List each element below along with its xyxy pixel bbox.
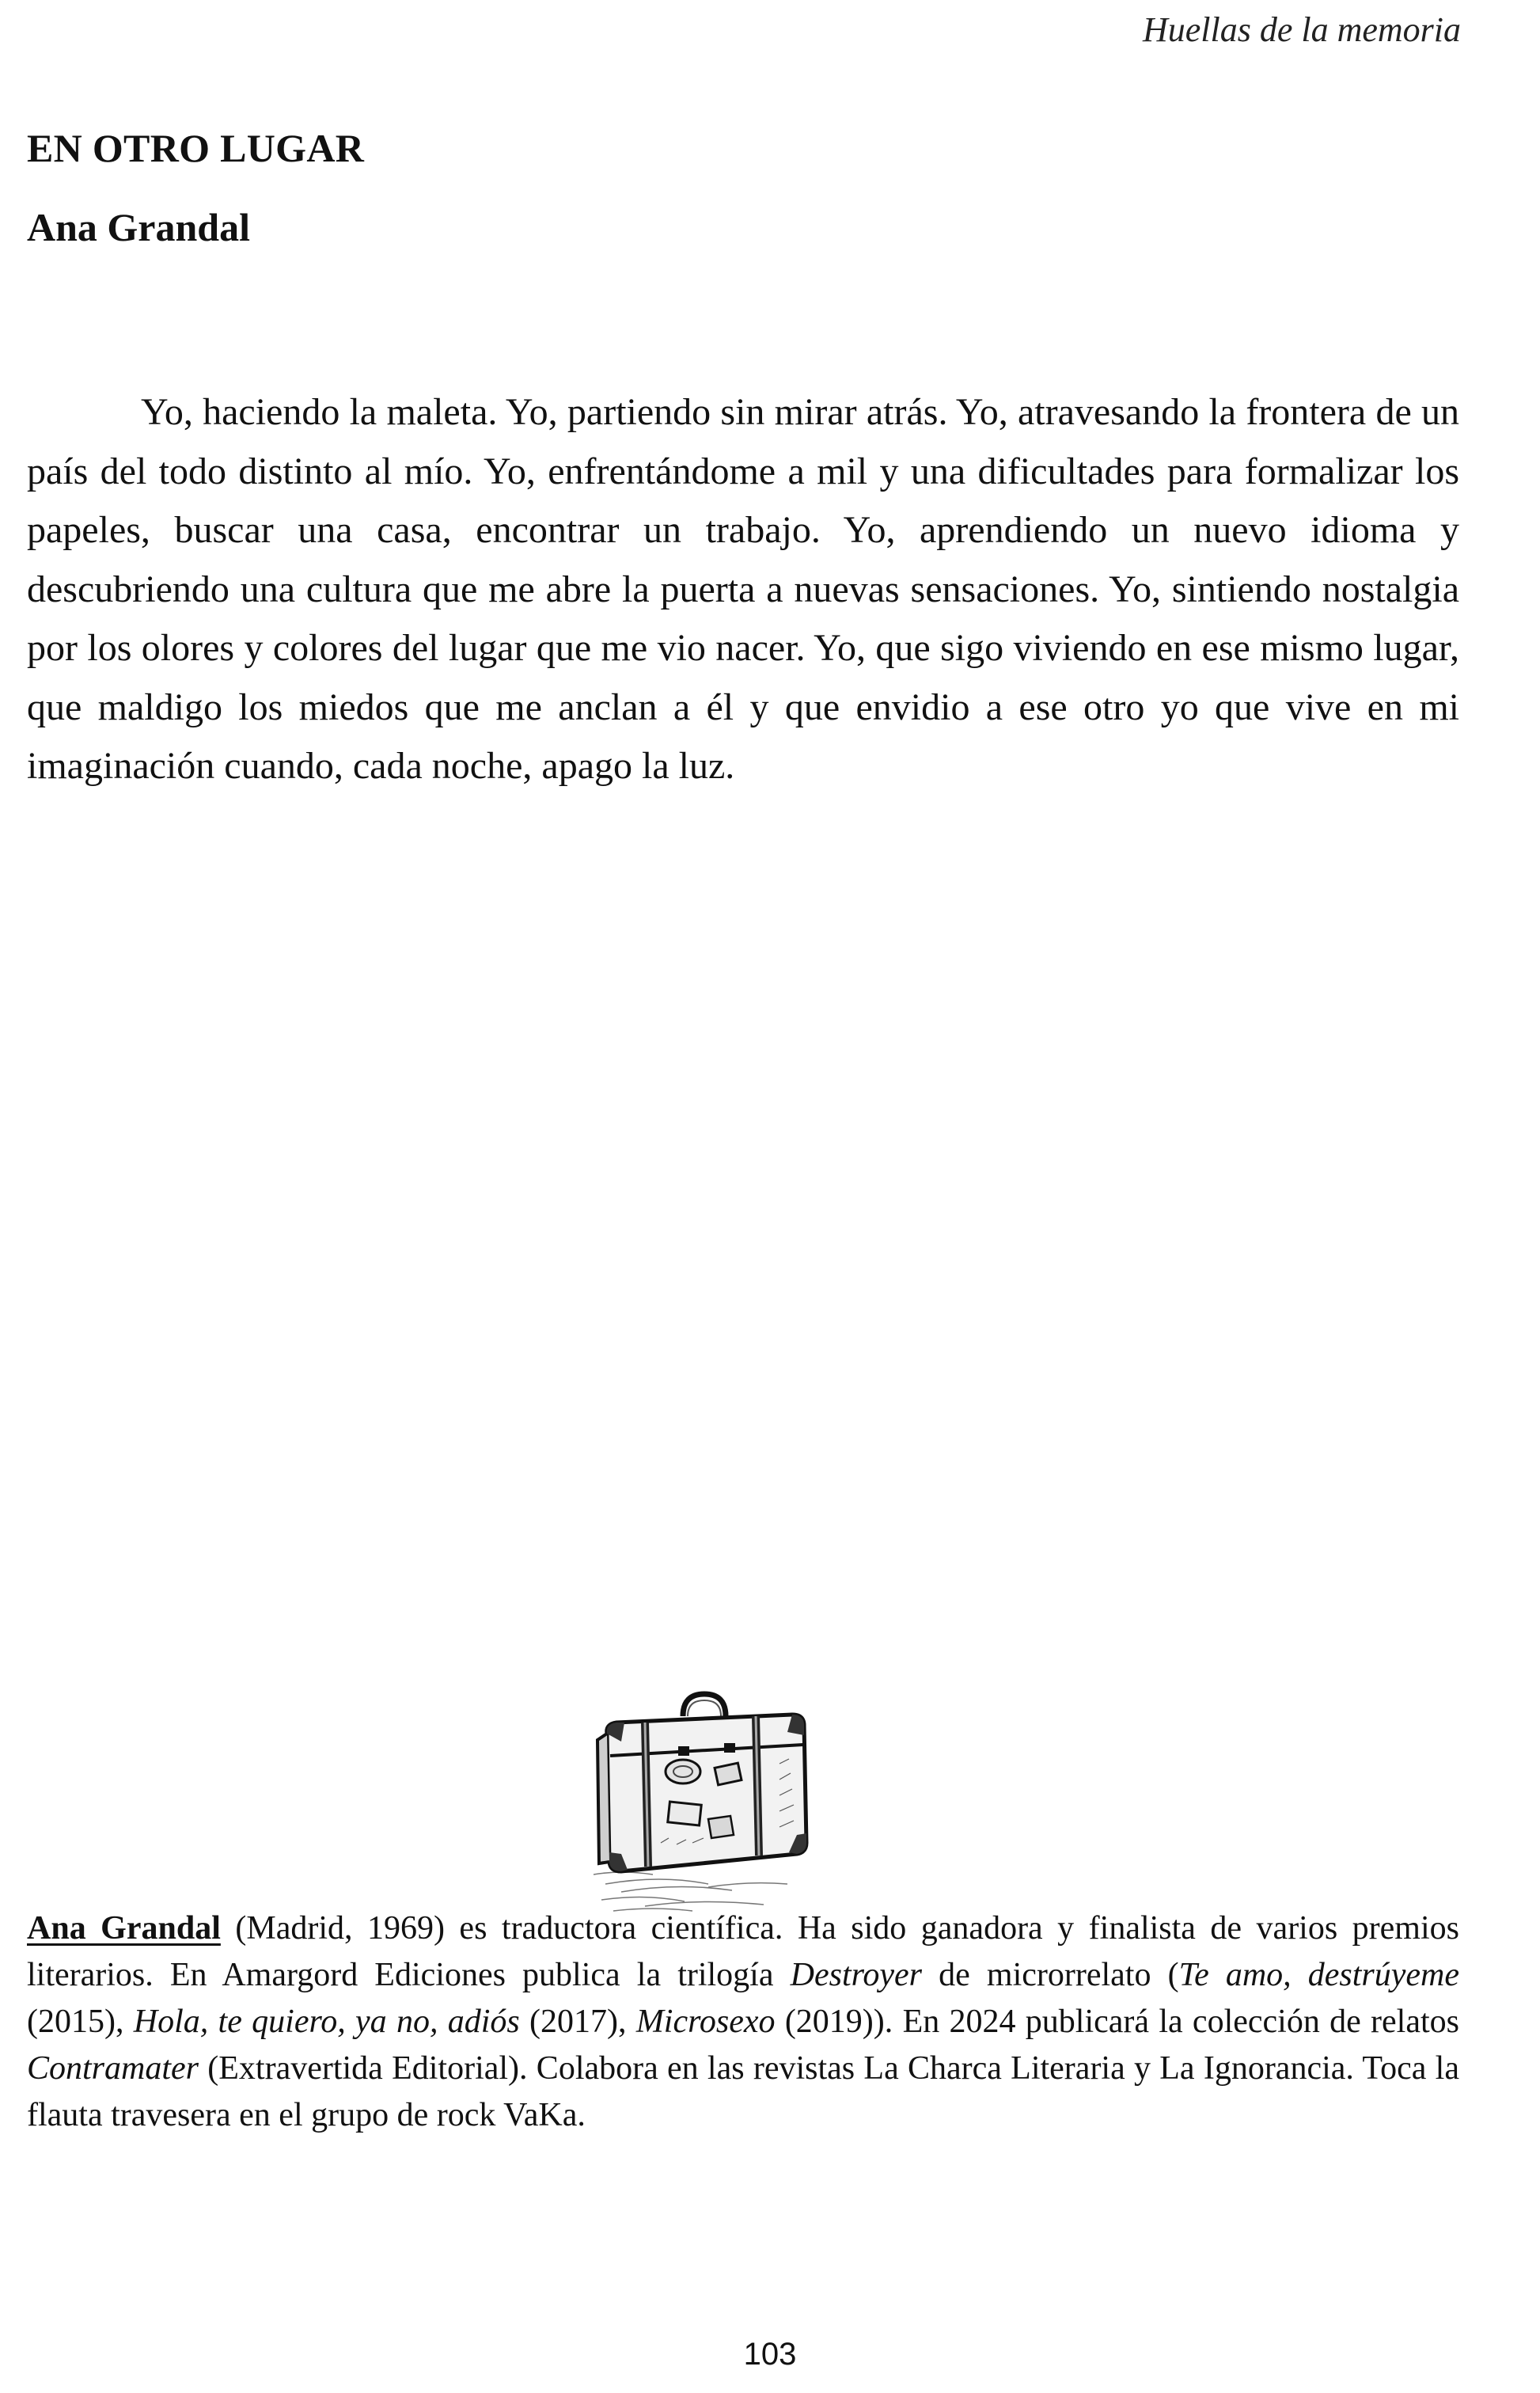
story-title: EN OTRO LUGAR	[27, 126, 365, 170]
bio-text-4: (2017),	[519, 2004, 636, 2040]
bio-work-title: Microsexo	[635, 2004, 776, 2040]
bio-text-3: (2015),	[27, 2004, 134, 2040]
story-author: Ana Grandal	[27, 205, 251, 249]
bio-work-title: Destroyer	[790, 1957, 923, 1993]
bio-text-1: (Madrid, 1969) es traductora científica. Ha sido ganadora y finalista de varios premios literarios. En Amargord Ediciones publica la trilogía	[27, 1910, 1459, 1993]
suitcase-icon	[590, 1677, 819, 1914]
story-paragraph: Yo, haciendo la maleta. Yo, partiendo sin mirar atrás. Yo, atravesando la frontera de un país del todo distinto al mío. Yo, enfrentándome a mil y una dificultades para formalizar los papeles, buscar una casa, encontrar un trabajo. Yo, aprendiendo un nuevo idioma y descubriendo una cultura que me abre la puerta a nuevas sensaciones. Yo, sintiendo nostalgia por los olores y colores del lugar que me vio nacer. Yo, que sigo viviendo en ese mismo lugar, que maldigo los miedos que me anclan a él y que envidio a ese otro yo que vive en mi imaginación cuando, cada noche, apago la luz.	[27, 391, 1459, 787]
bio-work-title: Contramater	[27, 2050, 199, 2087]
bio-text-2: de microrrelato (	[922, 1957, 1179, 1993]
bio-text-5: (2019)). En 2024 publicará la colección de relatos	[775, 2004, 1459, 2040]
page-number: 103	[743, 2337, 797, 2372]
bio-work-title: Hola, te quiero, ya no, adiós	[133, 2004, 520, 2040]
author-bio	[27, 1905, 1459, 2139]
bio-author-name: Ana Grandal	[27, 1910, 221, 1947]
bio-work-title: Te amo, destrúyeme	[1178, 1957, 1460, 1993]
bio-text-6: (Extravertida Editorial). Colabora en las revistas La Charca Literaria y La Ignorancia. Toca la flauta travesera en el grupo de rock VaKa.	[27, 2050, 1459, 2133]
running-header: Huellas de la memoria	[1142, 10, 1461, 49]
